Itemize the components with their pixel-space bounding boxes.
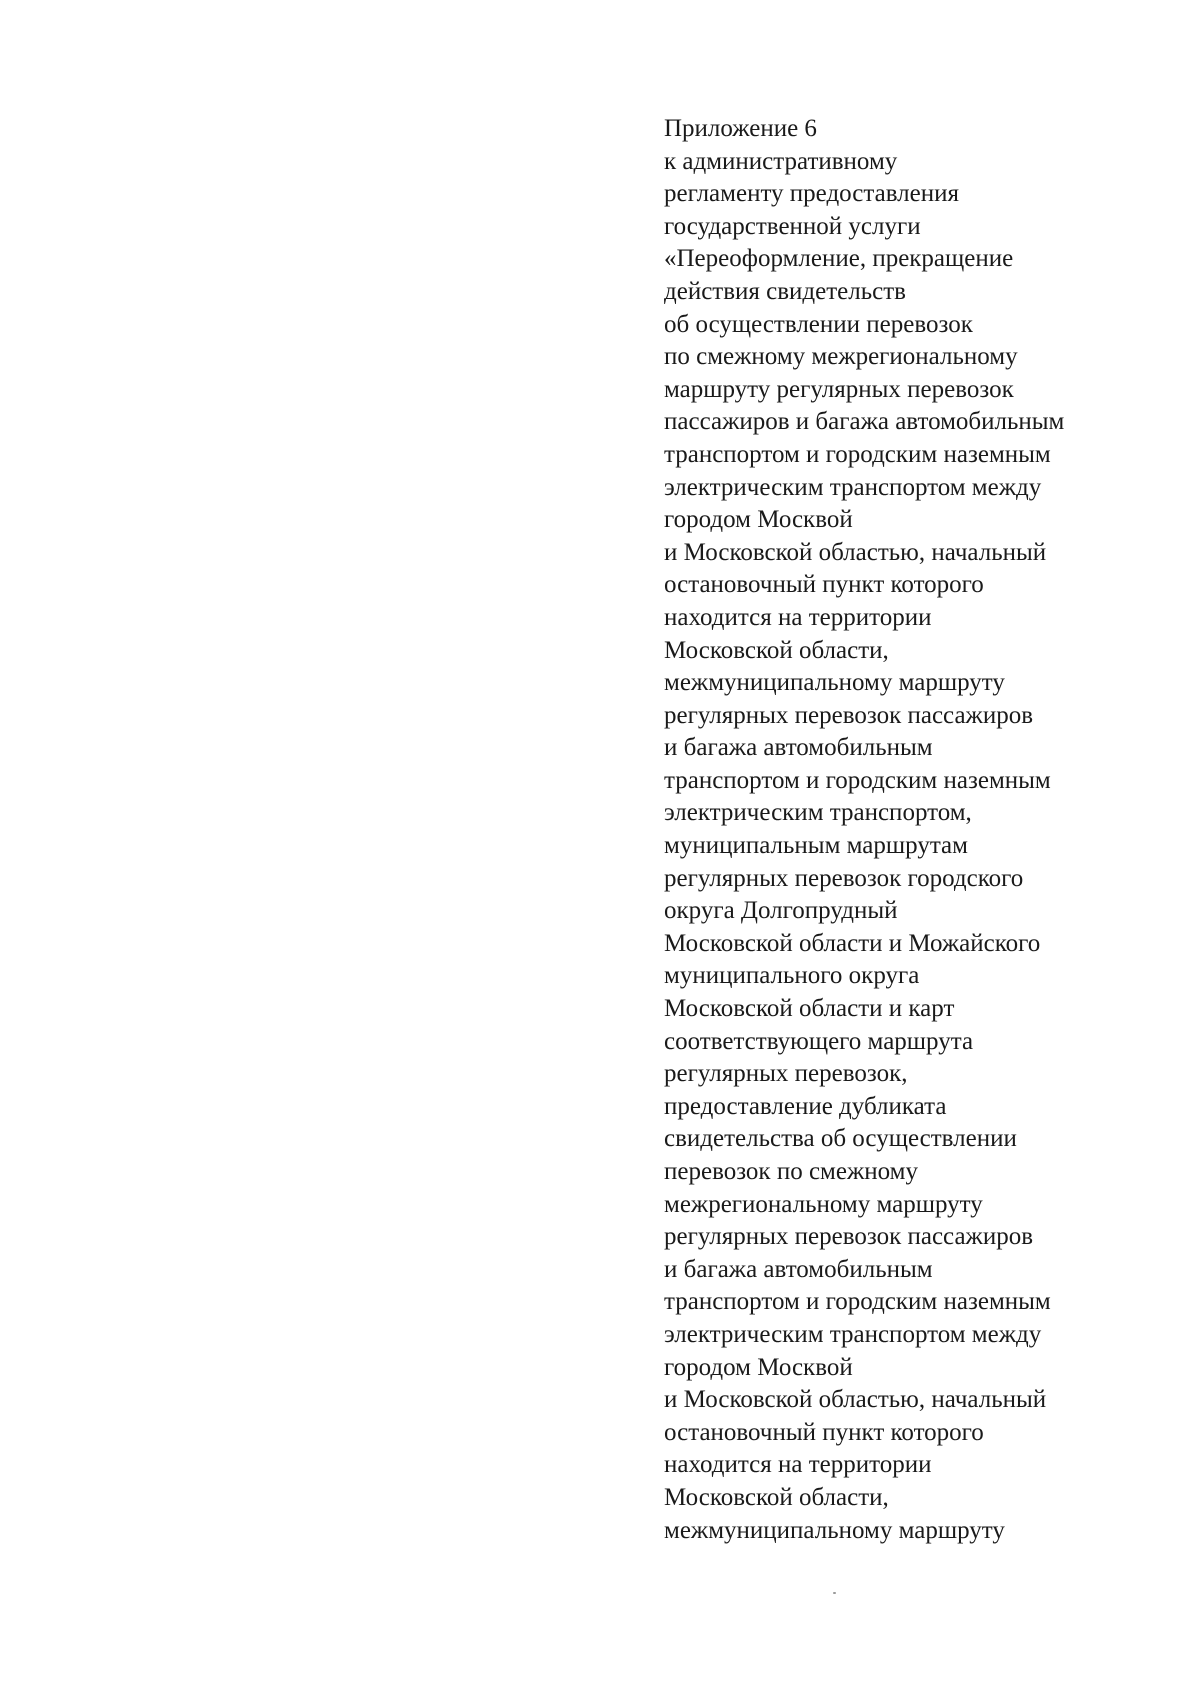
appendix-line: соответствующего маршрута — [664, 1027, 974, 1055]
appendix-line: действия свидетельств — [664, 277, 906, 305]
appendix-line: регулярных перевозок пассажиров — [664, 701, 1034, 729]
appendix-line: пассажиров и багажа автомобильным — [664, 408, 1065, 436]
appendix-line: и Московской областью, начальный — [664, 1386, 1047, 1414]
appendix-line: электрическим транспортом между — [664, 1320, 1042, 1348]
appendix-line: регулярных перевозок городского — [664, 864, 1024, 892]
appendix-line: городом Москвой — [664, 506, 853, 534]
appendix-line: межмуниципальному маршруту — [664, 1516, 1005, 1544]
appendix-line: маршруту регулярных перевозок — [664, 375, 1014, 403]
appendix-line: находится на территории — [664, 603, 932, 631]
appendix-line: городом Москвой — [664, 1353, 853, 1381]
appendix-line: электрическим транспортом между — [664, 473, 1042, 501]
appendix-line: Московской области и карт — [664, 995, 955, 1023]
appendix-line: и багажа автомобильным — [664, 1255, 933, 1283]
appendix-line: свидетельства об осуществлении — [664, 1125, 1017, 1153]
appendix-line: предоставление дубликата — [664, 1092, 947, 1120]
appendix-line: регулярных перевозок пассажиров — [664, 1223, 1034, 1251]
appendix-line: и багажа автомобильным — [664, 734, 933, 762]
appendix-line: к административному — [664, 147, 898, 175]
appendix-line: электрическим транспортом, — [664, 799, 972, 827]
appendix-line: Московской области и Можайского — [664, 929, 1041, 957]
appendix-line: межрегиональному маршруту — [664, 1190, 983, 1218]
appendix-line: по смежному межрегиональному — [664, 343, 1018, 371]
appendix-header-block — [664, 113, 1184, 1547]
appendix-line: транспортом и городским наземным — [664, 1288, 1051, 1316]
appendix-line: межмуниципальному маршруту — [664, 669, 1005, 697]
appendix-line: Московской области, — [664, 1483, 889, 1511]
appendix-line: и Московской областью, начальный — [664, 538, 1047, 566]
appendix-line: государственной услуги — [664, 212, 921, 240]
appendix-line: об осуществлении перевозок — [664, 310, 973, 338]
appendix-line: муниципальным маршрутам — [664, 832, 968, 860]
appendix-line: находится на территории — [664, 1451, 932, 1479]
appendix-line: муниципального округа — [664, 962, 920, 990]
appendix-line: остановочный пункт которого — [664, 1418, 984, 1446]
appendix-line: округа Долгопрудный — [664, 897, 898, 925]
appendix-line: регламенту предоставления — [664, 180, 960, 208]
appendix-line: остановочный пункт которого — [664, 571, 984, 599]
appendix-line: Приложение 6 — [664, 115, 817, 142]
appendix-line: транспортом и городским наземным — [664, 440, 1051, 468]
scan-speck-mark — [833, 1592, 836, 1594]
appendix-line: Московской области, — [664, 636, 889, 664]
appendix-line: перевозок по смежному — [664, 1158, 918, 1185]
appendix-line: транспортом и городским наземным — [664, 766, 1051, 794]
appendix-line: «Переоформление, прекращение — [664, 245, 1014, 273]
appendix-line: регулярных перевозок, — [664, 1060, 908, 1088]
